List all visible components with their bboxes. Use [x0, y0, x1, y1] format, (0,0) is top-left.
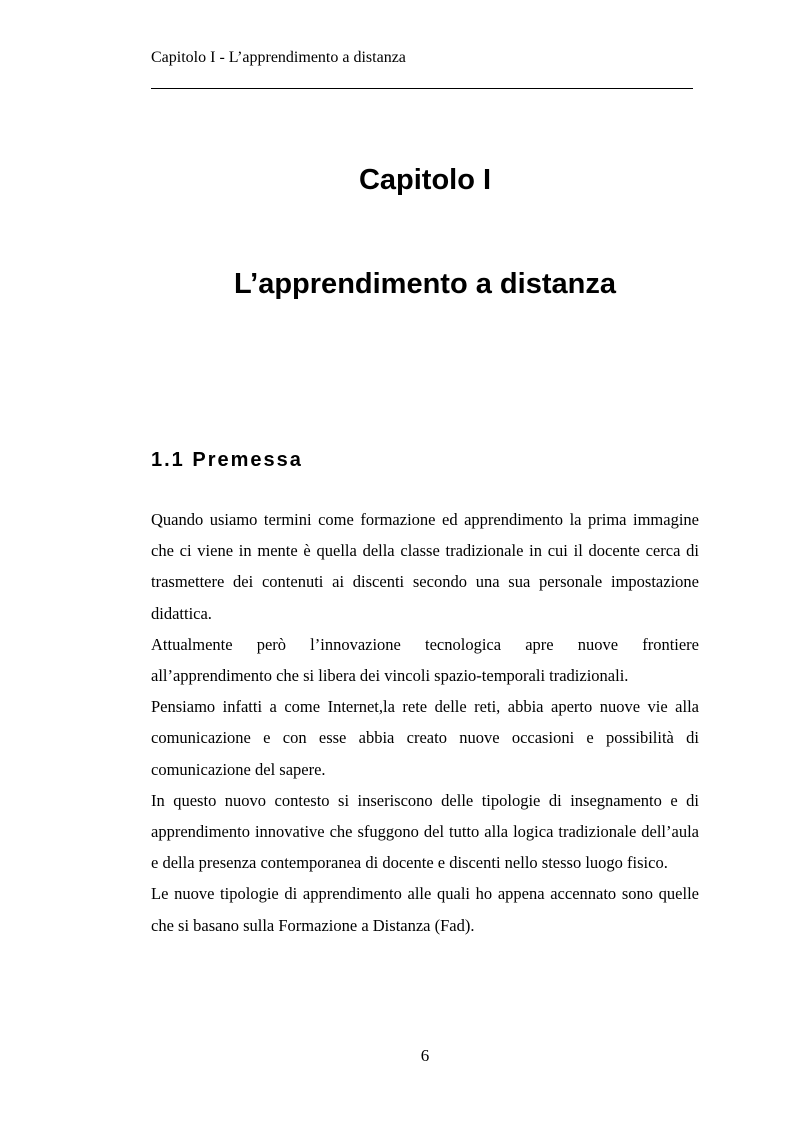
chapter-number: Capitolo I	[358, 164, 492, 196]
body-text	[151, 504, 699, 941]
chapter-title: L’apprendimento a distanza	[234, 268, 616, 300]
paragraph: Attualmente però l’innovazione tecnologica apre nuove frontiere all’apprendimento che si libera dei vincoli spazio-temporali tradizionali.	[151, 634, 699, 686]
paragraph: Quando usiamo termini come formazione ed apprendimento la prima immagine che ci viene in mente è quella della classe tradizionale in cui il docente cerca di trasmettere dei contenuti ai discenti secondo una sua personale impostazione didattica.	[151, 510, 699, 623]
running-header: Capitolo I - L’apprendimento a distanza	[151, 49, 406, 66]
header-rule	[151, 88, 693, 89]
section-heading: 1.1 Premessa	[151, 449, 303, 471]
page-number: 6	[420, 1046, 430, 1065]
paragraph: Pensiamo infatti a come Internet,la rete delle reti, abbia aperto nuove vie alla comunicazione e con esse abbia creato nuove occasioni e possibilità di comunicazione del sapere.	[151, 697, 699, 779]
paragraph: Le nuove tipologie di apprendimento alle quali ho appena accennato sono quelle che si basano sulla Formazione a Distanza (Fad).	[151, 884, 699, 935]
paragraph: In questo nuovo contesto si inseriscono delle tipologie di insegnamento e di apprendimento innovative che sfuggono del tutto alla logica tradizionale dell’aula e della presenza contemporanea di docente e discenti nello stesso luogo fisico.	[151, 790, 699, 873]
